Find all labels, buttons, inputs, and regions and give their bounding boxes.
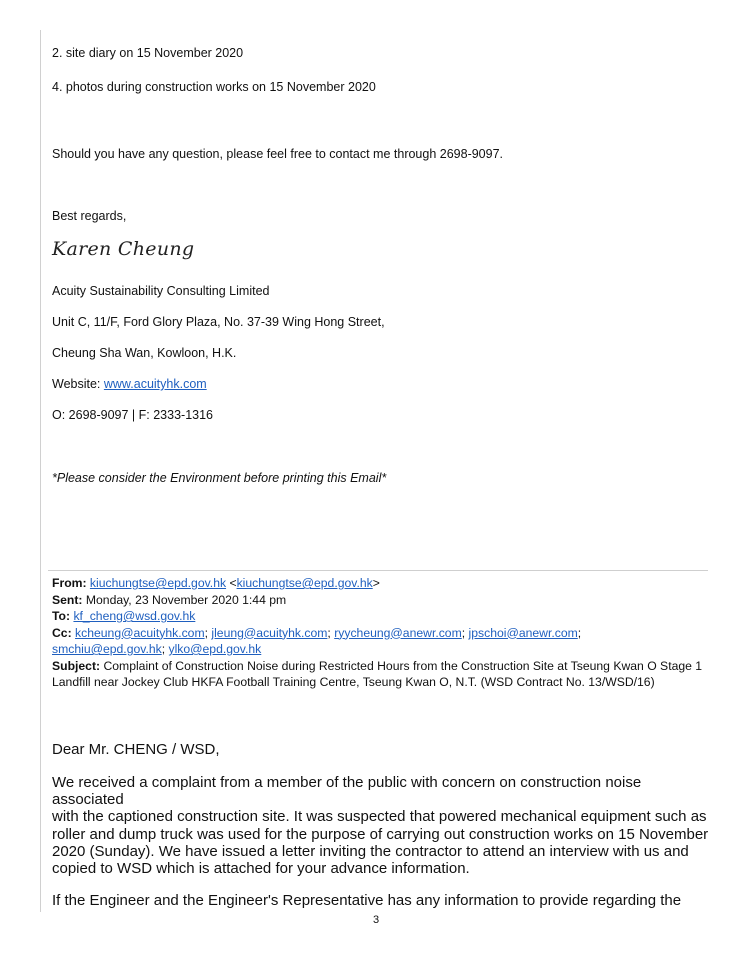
closing-line: Best regards, [52, 209, 127, 223]
from-label: From: [52, 576, 87, 590]
cc-email-link[interactable]: ylko@epd.gov.hk [168, 642, 262, 656]
cc-row-continued [52, 641, 712, 658]
from-email-link[interactable]: kiuchungtse@epd.gov.hk [89, 576, 227, 590]
subject-row [52, 658, 712, 675]
body-line: roller and dump truck was used for the purpose of carrying out construction works on 15 November [52, 825, 709, 843]
attachment-item-2: 2. site diary on 15 November 2020 [52, 46, 244, 60]
to-email-link[interactable]: kf_cheng@wsd.gov.hk [73, 609, 196, 623]
website-line [52, 377, 207, 391]
sent-value: Monday, 23 November 2020 1:44 pm [82, 592, 287, 607]
left-margin-rule [40, 30, 41, 912]
signature: Karen Cheung [52, 238, 195, 260]
sent-label: Sent: [52, 592, 83, 607]
address-line-1: Unit C, 11/F, Ford Glory Plaza, No. 37-39 Wing Hong Street, [52, 315, 385, 329]
cc-separator: ; [204, 625, 212, 640]
subject-line-1: Complaint of Construction Noise during Restricted Hours from the Construction Site at Tseung Kwan O Stage 1 [100, 658, 703, 673]
from-lt: < [226, 576, 237, 590]
cc-email-link[interactable]: ryycheung@anewr.com [334, 625, 462, 640]
from-gt: > [372, 576, 380, 590]
company-name: Acuity Sustainability Consulting Limited [52, 284, 270, 298]
to-row [52, 608, 712, 625]
email-header [52, 575, 712, 691]
cc-email-link[interactable]: kcheung@acuityhk.com [75, 625, 205, 640]
body-line: copied to WSD which is attached for your advance information. [52, 860, 470, 878]
cc-label: Cc: [52, 625, 72, 640]
body-line: with the captioned construction site. It was suspected that powered mechanical equipment such as [52, 808, 707, 826]
body-paragraph [52, 774, 717, 877]
email-separator [48, 570, 708, 571]
cc-separator: ; [327, 625, 335, 640]
body-line: 2020 (Sunday). We have issued a letter inviting the contractor to attend an interview with us and [52, 842, 689, 860]
subject-line-2: Landfill near Jockey Club HKFA Football Training Centre, Tseung Kwan O, N.T. (WSD Contract No. 13/WSD/16) [52, 675, 655, 689]
cc-email-link[interactable]: jleung@acuityhk.com [211, 625, 328, 640]
body-line: We received a complaint from a member of the public with concern on construction noise associated [52, 774, 642, 809]
sent-row [52, 592, 712, 609]
page-number: 3 [372, 914, 380, 926]
address-line-2: Cheung Sha Wan, Kowloon, H.K. [52, 346, 237, 360]
cc-email-link[interactable]: smchiu@epd.gov.hk [52, 642, 162, 656]
to-label: To: [52, 609, 71, 623]
attachment-item-4: 4. photos during construction works on 15 November 2020 [52, 80, 376, 94]
cc-email-link[interactable]: jpschoi@anewr.com [468, 625, 578, 640]
from-email-link-2[interactable]: kiuchungtse@epd.gov.hk [236, 576, 373, 590]
phone-fax-line: O: 2698-9097 | F: 2333-1316 [52, 408, 213, 422]
from-row [52, 575, 712, 592]
cc-separator: ; [461, 625, 469, 640]
environment-note: *Please consider the Environment before printing this Email* [52, 471, 387, 485]
website-link[interactable]: www.acuityhk.com [103, 377, 207, 391]
last-line: If the Engineer and the Engineer's Representative has any information to provide regarding the [52, 892, 682, 909]
question-line: Should you have any question, please feel free to contact me through 2698-9097. [52, 147, 504, 161]
cc-row [52, 625, 712, 642]
cc-separator: ; [161, 642, 169, 656]
salutation: Dear Mr. CHENG / WSD, [52, 741, 220, 758]
subject-label: Subject: [52, 658, 101, 673]
cc-separator: ; [577, 625, 582, 640]
website-label: Website: [52, 377, 104, 391]
